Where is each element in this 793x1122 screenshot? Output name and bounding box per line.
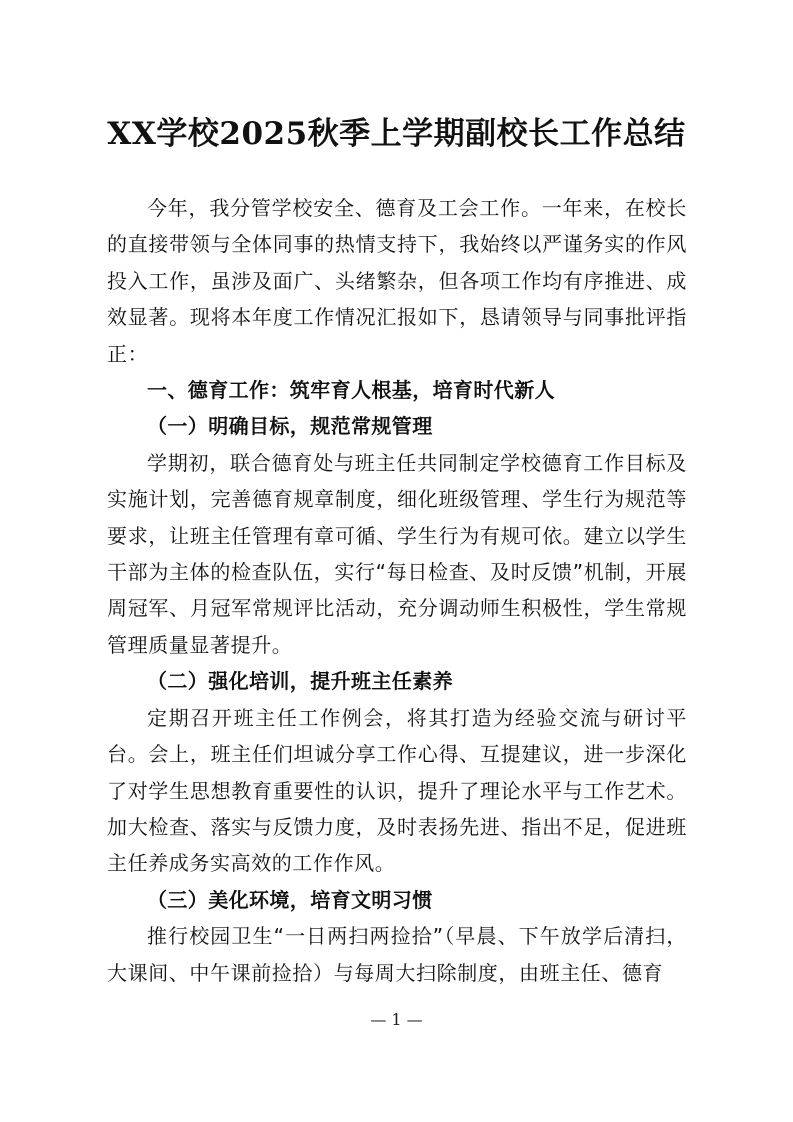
subsection-paragraph-3: 推行校园卫生“一日两扫两捡拾”（早晨、下午放学后清扫，大课间、中午课前捡拾）与每周大扫除制度，由班主任、德育 xyxy=(107,924,687,985)
subsection-paragraph-2: 定期召开班主任工作例会，将其打造为经验交流与研讨平台。会上，班主任们坦诚分享工作心得、互提建议，进一步深化了对学生思想教育重要性的认识，提升了理论水平与工作艺术。加大检查、落实与反馈力度，及时表扬先进、指出不足，促进班主任养成务实高效的工作作风。 xyxy=(107,705,687,876)
subsection-paragraph-1: 学期初，联合德育处与班主任共同制定学校德育工作目标及实施计划，完善德育规章制度，细化班级管理、学生行为规范等要求，让班主任管理有章可循、学生行为有规可依。建立以学生干部为主体的检查队伍，实行“每日检查、及时反馈”机制，开展周冠军、月冠军常规评比活动，充分调动师生积极性，学生常规管理质量显著提升。 xyxy=(107,450,687,657)
page-number: — 1 — xyxy=(370,1010,423,1029)
subsection-heading-3: （三）美化环境，培育文明习惯 xyxy=(147,887,433,912)
subsection-heading-1: （一）明确目标，规范常规管理 xyxy=(147,414,433,439)
document-body xyxy=(107,190,687,991)
intro-paragraph: 今年，我分管学校安全、德育及工会工作。一年来，在校长的直接带领与全体同事的热情支持下，我始终以严谨务实的作风投入工作，虽涉及面广、头绪繁杂，但各项工作均有序推进、成效显著。现将本年度工作情况汇报如下，恳请领导与同事批评指正： xyxy=(107,196,687,366)
document-title: XX学校2025秋季上学期副校长工作总结 xyxy=(107,116,686,152)
subsection-heading-2: （二）强化培训，提升班主任素养 xyxy=(147,669,453,694)
section-heading-moral-education: 一、德育工作：筑牢育人根基，培育时代新人 xyxy=(147,378,555,403)
